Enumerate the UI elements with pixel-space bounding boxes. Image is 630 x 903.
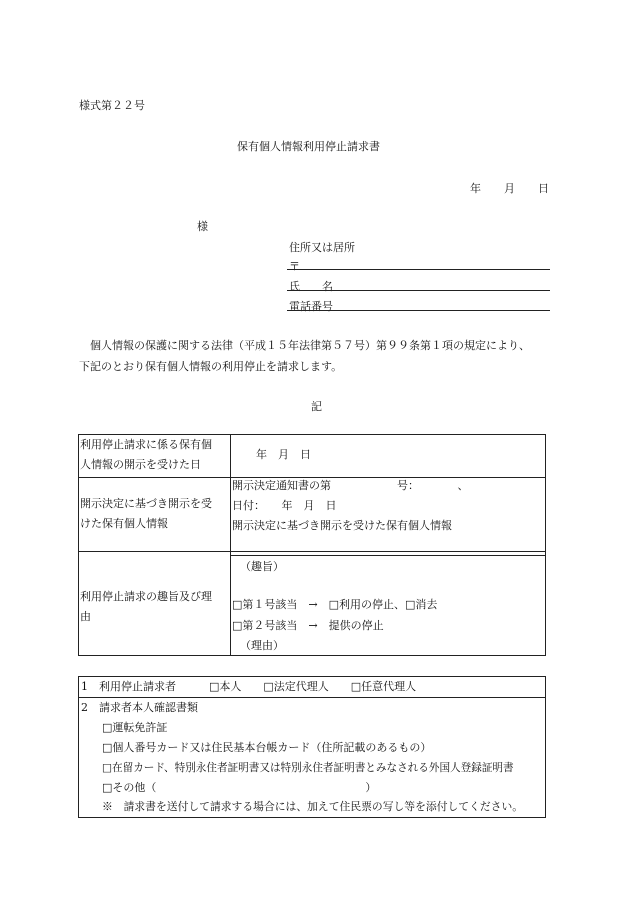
id-doc-item-2[interactable]: □個人番号カード又は住民基本台帳カード（住所記載のあるもの） [102, 741, 432, 754]
phone-label: 電話番号 [289, 300, 333, 313]
notice-number-line[interactable]: 開示決定通知書の第 号： 、 [232, 479, 469, 492]
disclosed-info-label-1: 開示決定に基づき開示を受 [80, 497, 212, 510]
phone-underline[interactable] [287, 310, 550, 311]
address-label: 住所又は居所 [289, 241, 355, 254]
purpose-reason-label-1: 利用停止請求の趣旨及び理 [80, 590, 212, 603]
ki-heading: 記 [311, 400, 322, 413]
id-docs-heading: 2 請求者本人確認書類 [81, 701, 198, 714]
name-label: 氏 名 [289, 280, 333, 293]
disclosed-info-label-2: けた保有個人情報 [80, 517, 168, 530]
requester-type-line[interactable]: 1 利用停止請求者 □本人 □法定代理人 □任意代理人 [81, 680, 417, 693]
option-item-1[interactable]: □第１号該当 → □利用の停止、□消去 [232, 598, 438, 611]
table1-row-divider-2 [78, 551, 546, 552]
purpose-reason-label-2: 由 [80, 610, 91, 623]
form-number: 様式第２２号 [79, 99, 145, 112]
notice-date-line[interactable]: 日付： 年 月 日 [232, 499, 337, 512]
address-underline[interactable] [287, 269, 550, 270]
option-item-2[interactable]: □第２号該当 → 提供の停止 [232, 619, 384, 632]
reason-heading: （理由） [240, 639, 284, 652]
id-doc-item-3[interactable]: □在留カード、特別永住者証明書又は特別永住者証明書とみなされる外国人登録証明書 [102, 762, 514, 774]
addressee-suffix: 様 [197, 220, 208, 233]
id-doc-item-4[interactable]: □その他（ ） [102, 781, 377, 794]
disclosure-date-label-2: 人情報の開示を受けた日 [80, 458, 201, 471]
attachment-note: ※ 請求書を送付して請求する場合には、加えて住民票の写し等を添付してください。 [102, 800, 524, 813]
body-text-line-2: 下記のとおり保有個人情報の利用停止を請求します。 [79, 360, 343, 373]
date-day-label: 日 [538, 182, 549, 195]
purpose-heading: （趣旨） [240, 560, 284, 573]
id-doc-item-1[interactable]: □運転免許証 [102, 721, 168, 734]
name-underline[interactable] [287, 290, 550, 291]
body-text-line-1: 個人情報の保護に関する法律（平成１５年法律第５７号）第９９条第１項の規定により、 [79, 339, 530, 352]
date-year-label: 年 [470, 182, 481, 195]
disclosure-date-value[interactable]: 年 月 日 [256, 448, 311, 461]
page-title: 保有個人情報利用停止請求書 [237, 140, 380, 153]
postal-mark: 〒 [289, 260, 300, 273]
date-month-label: 月 [504, 182, 515, 195]
table1-column-divider [230, 434, 231, 656]
table1-row-divider-2b [230, 555, 546, 556]
disclosure-date-label-1: 利用停止請求に係る保有個 [80, 438, 212, 451]
disclosed-info-value[interactable]: 開示決定に基づき開示を受けた保有個人情報 [232, 519, 452, 532]
